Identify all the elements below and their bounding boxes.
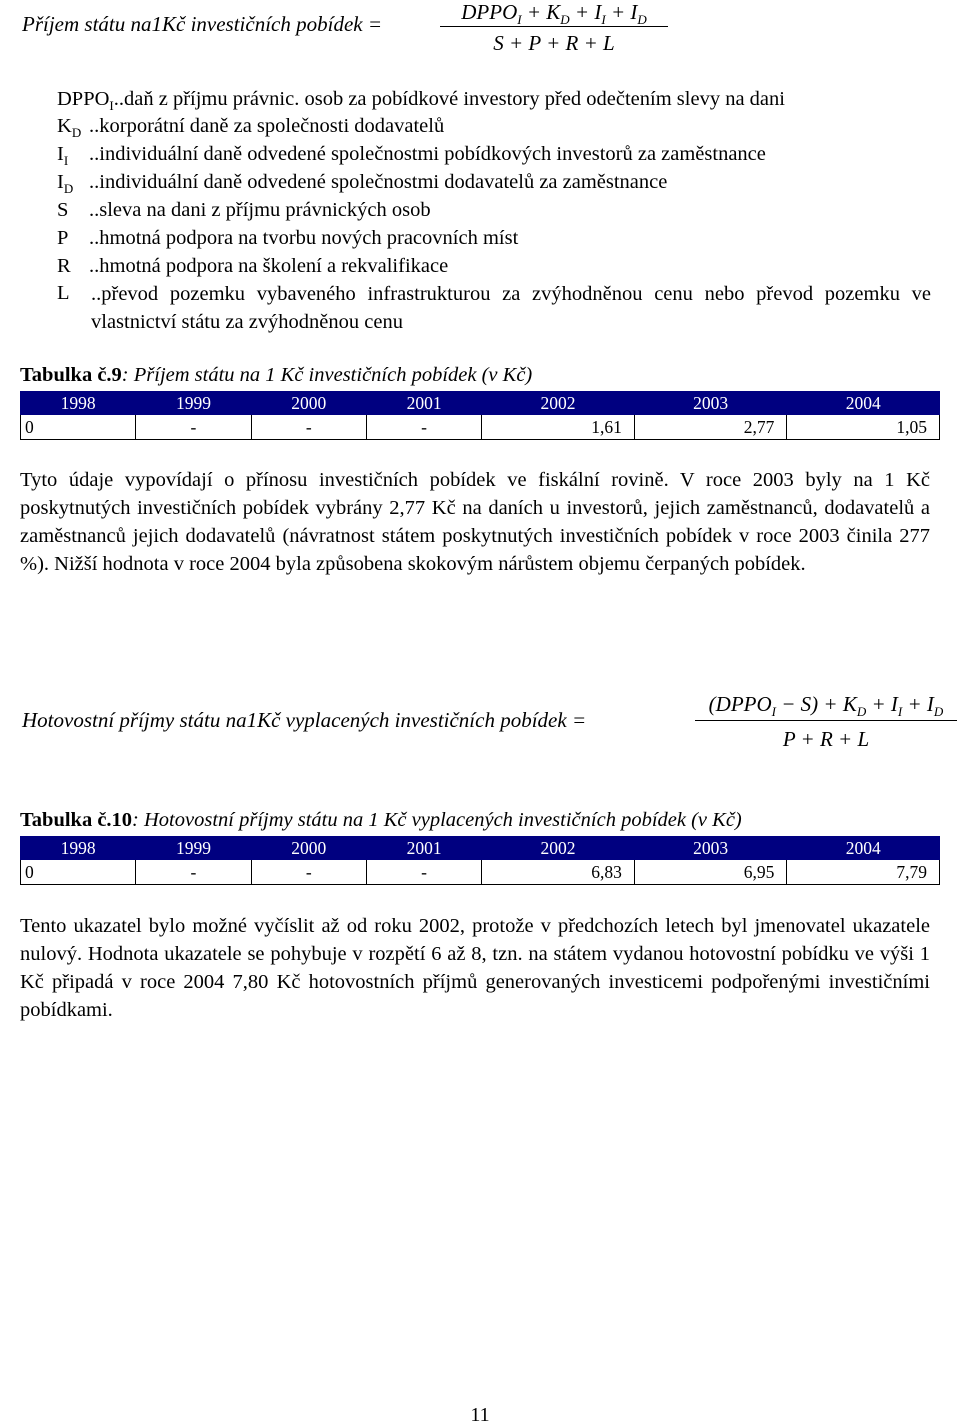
table-header-cell: 2002 (482, 837, 635, 860)
table-header-cell: 1999 (136, 837, 251, 860)
definition-dppo: $DPPO_I..daň$ z příjmu právnic. osob za pobídkové investory před odečtením slevy na dani (57, 88, 785, 114)
formula2-fraction (695, 688, 957, 753)
table-cell: 6,95 (634, 860, 787, 885)
table9-caption: Tabulka č.9: Příjem státu na 1 Kč investičních pobídek (v Kč) (20, 364, 533, 386)
table-cell: 0 (21, 860, 136, 885)
table-header-cell: 2000 (251, 392, 366, 415)
table-cell: 1,05 (787, 415, 940, 440)
table-cell: - (251, 415, 366, 440)
table-cell: 1,61 (482, 415, 635, 440)
paragraph-fiscal: Tyto údaje vypovídají o přínosu investičních pobídek ve fiskální rovině. V roce 2003 byly na 1 Kč poskytnutých investičních pobídek vybrány 2,77 Kč na daních u investorů, jejich zaměstnanců, dodavatelů a zaměstnanců jejich dodavatelů (návratnost státem poskytnutých investičních pobídek v roce 2003 činila 277 %). Nižší hodnota v roce 2004 byla způsobena skokovým nárůstem objemu čerpaných pobídek. (20, 469, 930, 575)
definition-l-symbol: L (57, 282, 70, 304)
table-cell: - (366, 860, 481, 885)
formula2-fraction-bar (695, 720, 957, 753)
table-cell: 7,79 (787, 860, 940, 885)
table9-value-row (21, 415, 940, 440)
table-cell: - (136, 860, 251, 885)
formula1-fraction (440, 0, 668, 57)
definition-l-text: ..převod pozemku vybaveného infrastrukturou za zvýhodněnou cenu nebo převod pozemku ve vlastnictví státu za zvýhodněnou cenu (91, 283, 931, 333)
formula1-denominator: S + P + R + L (493, 31, 615, 55)
definition-s: S ..sleva na dani z příjmu právnických osob (57, 199, 431, 221)
paragraph-cash-indicator: Tento ukazatel bylo možné vyčíslit až od roku 2002, protože v předchozích letech byl jmenovatel ukazatele nulový. Hodnota ukazatele se pohybuje v rozpětí 6 až 8, tzn. na státem vydanou hotovostní pobídku ve výši 1 Kč připadá v roce 2004 7,80 Kč hotovostních příjmů generovaných investicemi podpořenými investičními pobídkami. (20, 915, 930, 1021)
table-cell: 0 (21, 415, 136, 440)
table-header-cell: 2001 (366, 392, 481, 415)
table-header-cell: 2003 (634, 837, 787, 860)
formula2-numerator: $(DPPO_I - S) + K_D + I_I + I_D$ (708, 692, 944, 720)
table-header-cell: 1998 (21, 837, 136, 860)
definition-id: $I_D$ ..individuální daně odvedené společnostmi dodavatelů za zaměstnance (57, 171, 668, 197)
formula2-lhs: Hotovostní příjmy státu na1Kč vyplacených investičních pobídek = (22, 708, 587, 732)
definition-p: P ..hmotná podpora na tvorbu nových pracovních míst (57, 227, 519, 249)
table10-caption: Tabulka č.10: Hotovostní příjmy státu na 1 Kč vyplacených investičních pobídek (v Kč) (20, 809, 742, 831)
formula1-numerator: $DPPO_I + K_D + I_I + I_D$ (461, 0, 647, 28)
definition-kd: $K_D$ ..korporátní daně za společnosti dodavatelů (57, 115, 445, 141)
table10-header-row (21, 837, 940, 860)
formula1-fraction-bar (440, 26, 668, 57)
table9-header-row (21, 392, 940, 415)
table-header-cell: 2004 (787, 392, 940, 415)
definition-r: R ..hmotná podpora na školení a rekvalifikace (57, 255, 449, 277)
page-number: 11 (470, 1404, 490, 1426)
table-cell: - (136, 415, 251, 440)
formula1-lhs: Příjem státu na1Kč investičních pobídek = (22, 12, 383, 36)
table-header-cell: 2004 (787, 837, 940, 860)
table-header-cell: 2000 (251, 837, 366, 860)
table-header-cell: 2001 (366, 837, 481, 860)
table-header-cell: 2002 (482, 392, 635, 415)
table10 (20, 836, 940, 885)
table-header-cell: 2003 (634, 392, 787, 415)
table9 (20, 391, 940, 440)
table10-value-row (21, 860, 940, 885)
formula2-denominator: P + R + L (782, 727, 870, 751)
table-cell: 2,77 (634, 415, 787, 440)
definition-ii: $I_I$ ..individuální daně odvedené společnostmi pobídkových investorů za zaměstnance (57, 143, 766, 169)
table-header-cell: 1998 (21, 392, 136, 415)
table-cell: - (251, 860, 366, 885)
table-cell: 6,83 (482, 860, 635, 885)
table-header-cell: 1999 (136, 392, 251, 415)
table-cell: - (366, 415, 481, 440)
